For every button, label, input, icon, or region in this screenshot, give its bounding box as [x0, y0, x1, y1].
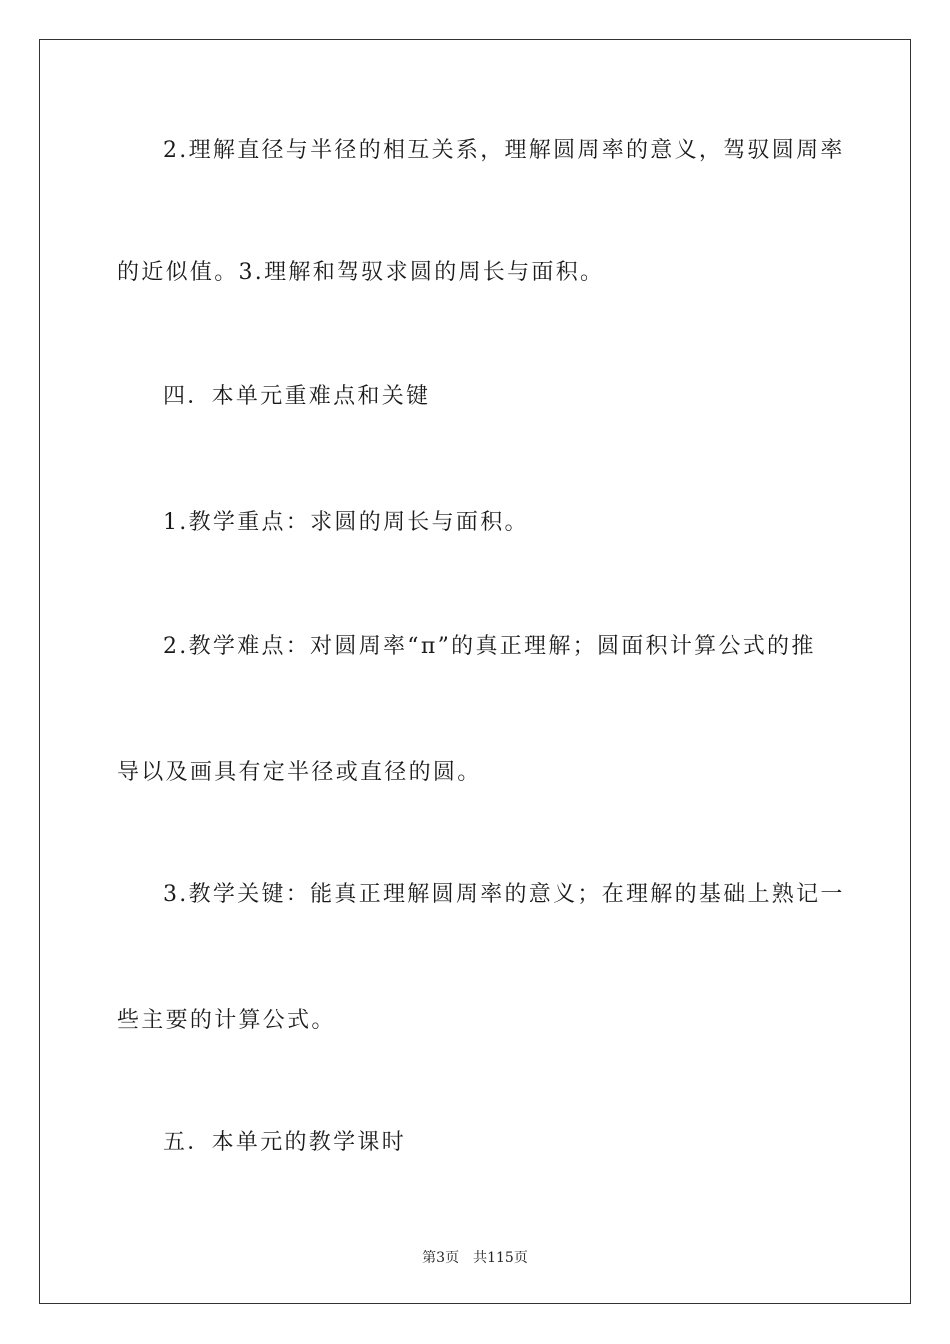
paragraph-line: 的近似值。3.理解和驾驭求圆的周长与面积。 [117, 260, 605, 285]
paragraph-line: 些主要的计算公式。 [117, 1008, 336, 1033]
paragraph-line: 2.教学难点：对圆周率“π”的真正理解；圆面积计算公式的推 [163, 634, 816, 659]
paragraph-line: 2.理解直径与半径的相互关系，理解圆周率的意义，驾驭圆周率 [163, 138, 845, 163]
section-heading: 五．本单元的教学课时 [163, 1130, 407, 1155]
paragraph-line: 导以及画具有定半径或直径的圆。 [117, 760, 482, 785]
page-border [39, 39, 911, 1304]
paragraph-line: 1.教学重点：求圆的周长与面积。 [163, 510, 529, 535]
page-number: 第3页 [422, 1250, 460, 1266]
paragraph-line: 3.教学关键：能真正理解圆周率的意义；在理解的基础上熟记一 [163, 882, 845, 907]
page-footer [0, 1248, 950, 1268]
section-heading: 四．本单元重难点和关键 [163, 384, 431, 409]
page-total: 共115页 [473, 1250, 528, 1266]
